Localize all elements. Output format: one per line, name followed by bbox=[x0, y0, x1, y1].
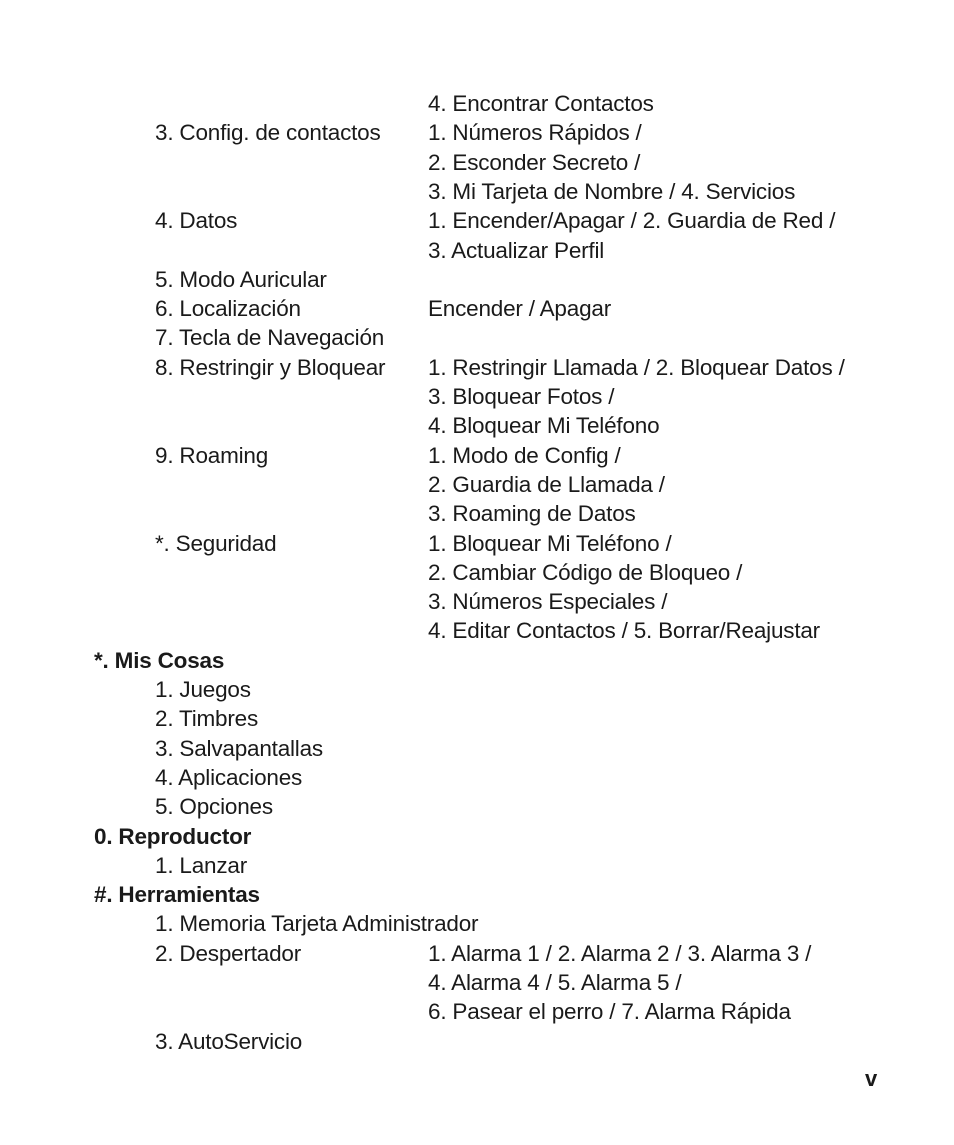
menu-option-text: 3. Roaming de Datos bbox=[428, 501, 636, 527]
menu-option-text: 4. Encontrar Contactos bbox=[428, 91, 654, 116]
menu-heading: #. Herramientas bbox=[94, 882, 260, 908]
menu-option-text: 3. Números Especiales / bbox=[428, 589, 668, 615]
menu-item: 3. Config. de contactos bbox=[155, 120, 381, 146]
menu-heading: *. Mis Cosas bbox=[94, 647, 225, 673]
menu-item: 4. Datos bbox=[155, 208, 238, 234]
menu-item: 4. Aplicaciones bbox=[155, 764, 303, 790]
menu-item: 8. Restringir y Bloquear bbox=[155, 354, 386, 380]
menu-item: 2. Despertador bbox=[155, 940, 302, 966]
menu-heading: 0. Reproductor bbox=[94, 823, 252, 849]
menu-item: 1. Lanzar bbox=[155, 852, 248, 878]
menu-option-text: Encender / Apagar bbox=[428, 296, 611, 322]
menu-option-text: 1. Alarma 1 / 2. Alarma 2 / 3. Alarma 3 / bbox=[428, 940, 812, 966]
menu-option-text: 6. Pasear el perro / 7. Alarma Rápida bbox=[428, 999, 791, 1025]
menu-item: 5. Modo Auricular bbox=[155, 266, 327, 292]
menu-option-text: 3. Bloquear Fotos / bbox=[428, 384, 615, 409]
menu-option-text: 1. Encender/Apagar / 2. Guardia de Red / bbox=[428, 208, 836, 234]
menu-item: 3. AutoServicio bbox=[155, 1028, 303, 1054]
menu-option-text: 2. Guardia de Llamada / bbox=[428, 471, 665, 497]
menu-option-text: 1. Restringir Llamada / 2. Bloquear Datos / bbox=[428, 354, 845, 380]
menu-option-text: 1. Modo de Config / bbox=[428, 442, 621, 468]
menu-option-text: 4. Alarma 4 / 5. Alarma 5 / bbox=[428, 970, 682, 995]
menu-item: *. Seguridad bbox=[155, 530, 277, 556]
menu-option-text: 1. Bloquear Mi Teléfono / bbox=[428, 530, 672, 556]
page-number: v bbox=[865, 1066, 878, 1091]
menu-option-text: 4. Editar Contactos / 5. Borrar/Reajustar bbox=[428, 618, 820, 644]
menu-option-text: 3. Actualizar Perfil bbox=[428, 237, 605, 263]
menu-option-text: 1. Números Rápidos / bbox=[428, 120, 642, 146]
menu-item: 5. Opciones bbox=[155, 794, 273, 820]
menu-option-text: 4. Bloquear Mi Teléfono bbox=[428, 413, 660, 439]
menu-option-text: 2. Esconder Secreto / bbox=[428, 149, 641, 175]
menu-option-text: 3. Mi Tarjeta de Nombre / 4. Servicios bbox=[428, 178, 796, 204]
menu-item: 9. Roaming bbox=[155, 442, 269, 468]
menu-item: 6. Localización bbox=[155, 296, 301, 322]
menu-option-text: 2. Cambiar Código de Bloqueo / bbox=[428, 559, 743, 585]
menu-item: 3. Salvapantallas bbox=[155, 735, 323, 761]
menu-item: 1. Juegos bbox=[155, 677, 251, 702]
menu-item: 2. Timbres bbox=[155, 706, 259, 732]
menu-item: 1. Memoria Tarjeta Administrador bbox=[155, 911, 479, 937]
menu-item: 7. Tecla de Navegación bbox=[155, 325, 385, 351]
